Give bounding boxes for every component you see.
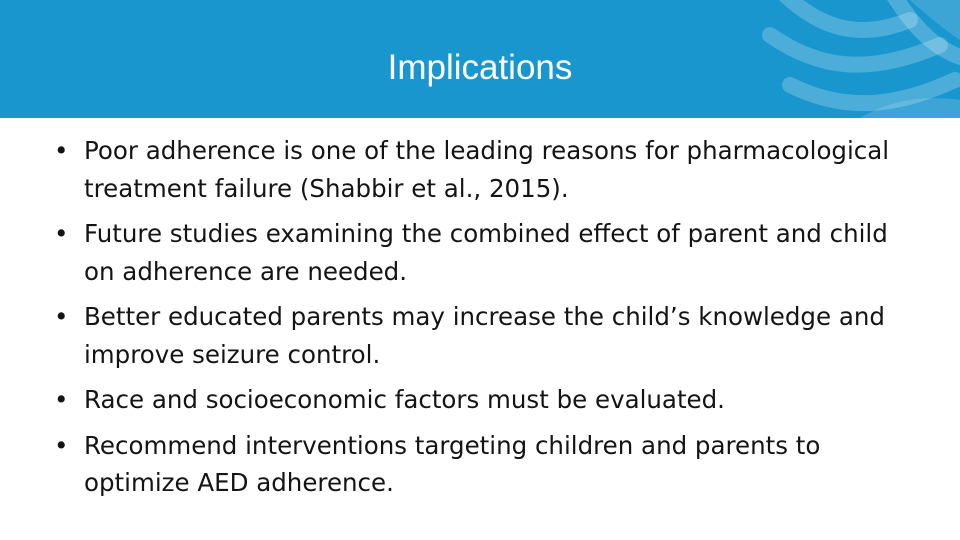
bullet-marker: • xyxy=(54,136,69,165)
bullet-marker: • xyxy=(54,219,69,248)
bullet-text: Better educated parents may increase the child’s knowledge and improve seizure control. xyxy=(84,302,885,369)
bullet-text: Future studies examining the combined effect of parent and child on adherence are needed. xyxy=(84,219,888,286)
list-item xyxy=(54,298,924,373)
slide-title: Implications xyxy=(387,48,573,87)
list-item xyxy=(54,215,924,290)
bullet-marker: • xyxy=(54,430,69,460)
list-item xyxy=(54,427,924,502)
bullet-marker: • xyxy=(54,385,69,414)
list-item xyxy=(54,132,924,207)
bullet-marker: • xyxy=(54,302,69,331)
bullet-list xyxy=(54,132,924,510)
bullet-text: Poor adherence is one of the leading reasons for pharmacological treatment failure (Shabbir et al., 2015). xyxy=(84,136,890,203)
list-item xyxy=(54,381,924,419)
title-bar xyxy=(0,0,960,118)
bullet-text: Race and socioeconomic factors must be evaluated. xyxy=(84,385,725,414)
bullet-text: Recommend interventions targeting children and parents to optimize AED adherence. xyxy=(84,430,821,497)
